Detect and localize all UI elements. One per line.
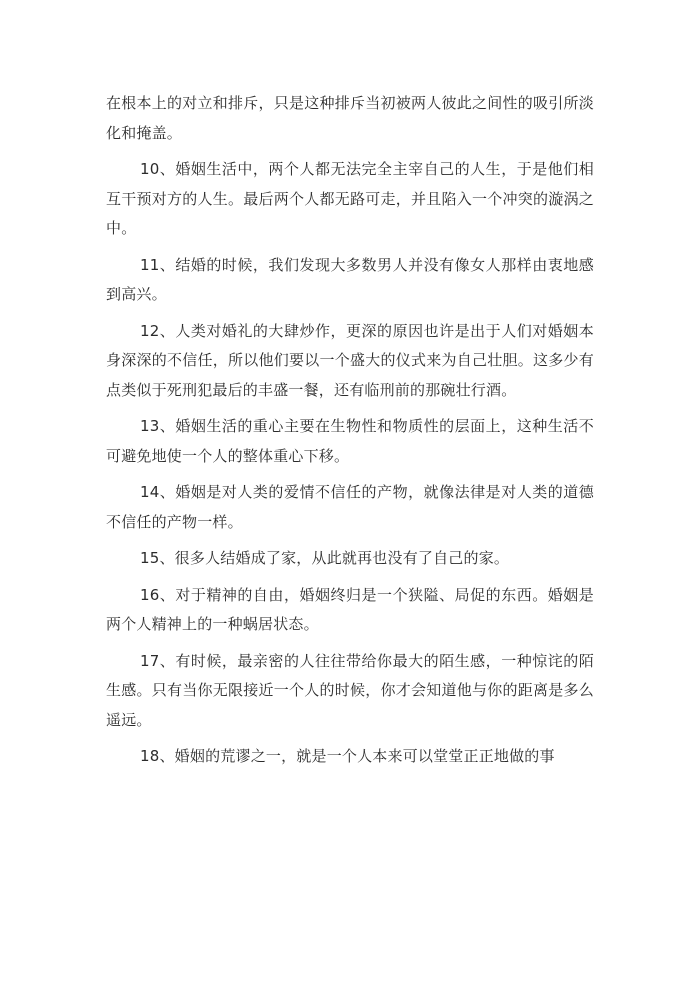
- document-body: [106, 89, 594, 779]
- paragraph-17: 17、有时候，最亲密的人往往带给你最大的陌生感，一种惊诧的陌生感。只有当你无限接近一个人的时候，你才会知道他与你的距离是多么遥远。: [106, 651, 594, 729]
- paragraph-13: 13、婚姻生活的重心主要在生物性和物质性的层面上，这种生活不可避免地使一个人的整体重心下移。: [106, 417, 594, 465]
- paragraph-15: 15、很多人结婚成了家，从此就再也没有了自己的家。: [140, 549, 510, 567]
- paragraph-continuation: 在根本上的对立和排斥，只是这种排斥当初被两人彼此之间性的吸引所淡化和掩盖。: [106, 94, 594, 142]
- paragraph-10: 10、婚姻生活中，两个人都无法完全主宰自己的人生，于是他们相互干预对方的人生。最后两个人都无路可走，并且陷入一个冲突的漩涡之中。: [106, 160, 594, 237]
- paragraph-12: 12、人类对婚礼的大肆炒作，更深的原因也许是出于人们对婚姻本身深深的不信任，所以他们要以一个盛大的仪式来为自己壮胆。这多少有点类似于死刑犯最后的丰盛一餐，还有临刑前的那碗壮行酒。: [106, 321, 594, 399]
- paragraph-11: 11、结婚的时候，我们发现大多数男人并没有像女人那样由衷地感到高兴。: [106, 255, 594, 303]
- paragraph-14: 14、婚姻是对人类的爱情不信任的产物，就像法律是对人类的道德不信任的产物一样。: [106, 483, 594, 531]
- paragraph-18: 18、婚姻的荒谬之一，就是一个人本来可以堂堂正正地做的事: [140, 747, 555, 765]
- paragraph-16: 16、对于精神的自由，婚姻终归是一个狭隘、局促的东西。婚姻是两个人精神上的一种蜗居状态。: [106, 585, 594, 633]
